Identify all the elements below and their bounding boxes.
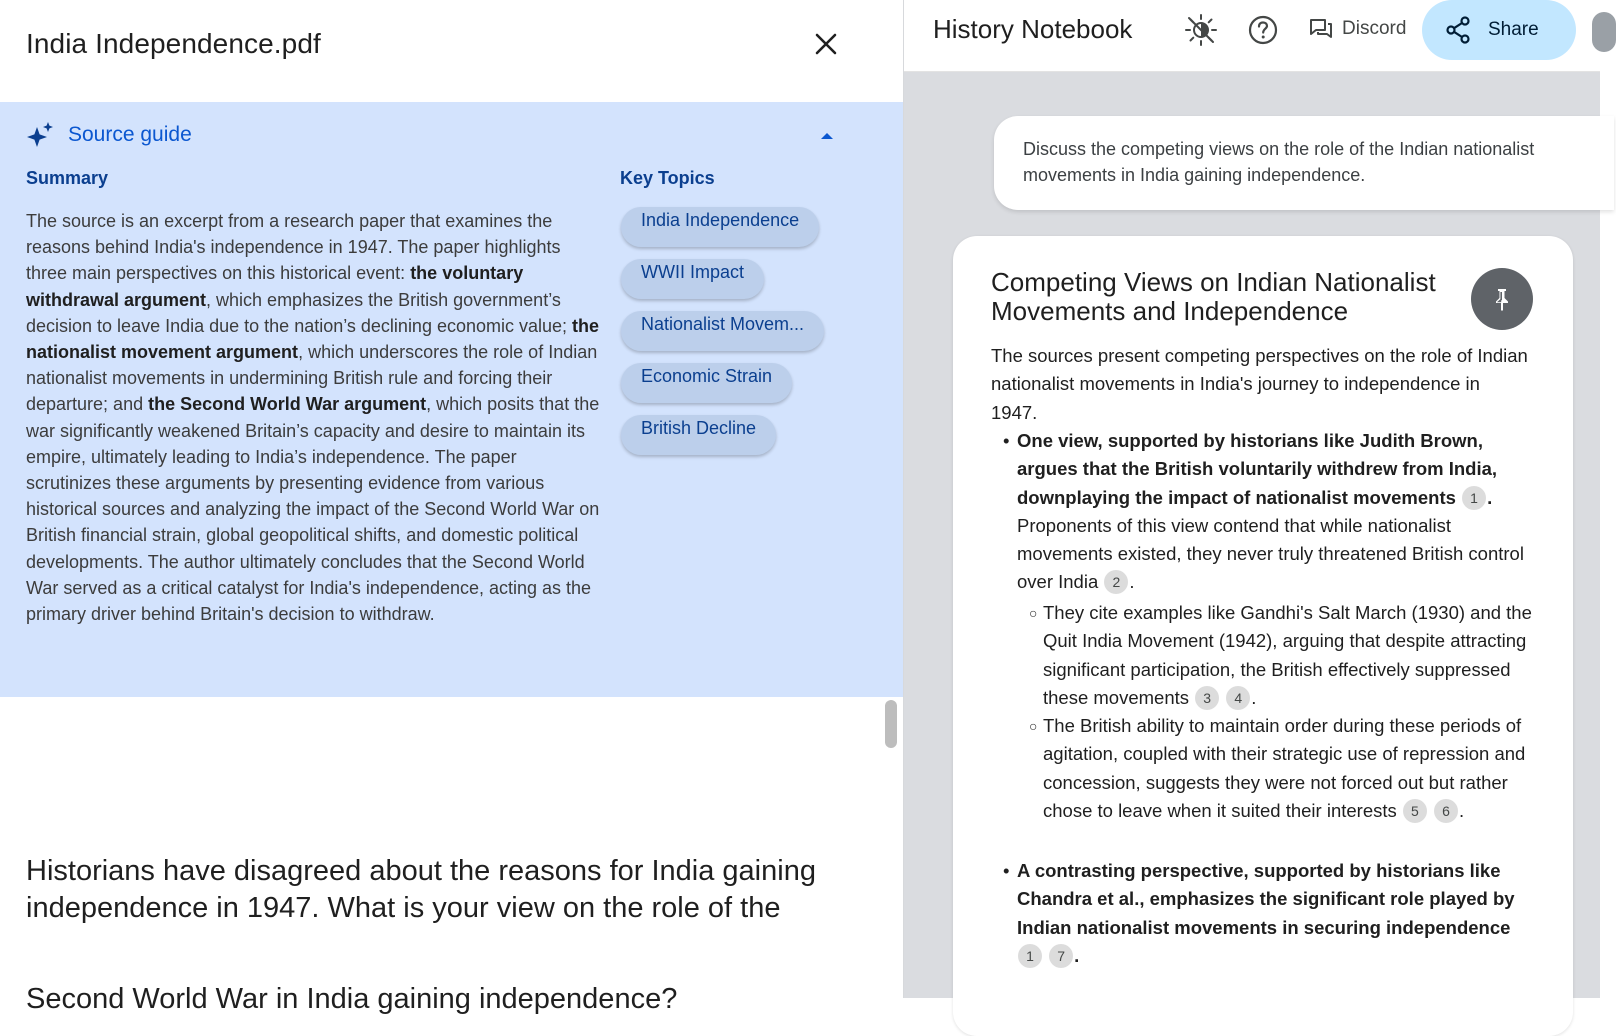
answer-bullet-1: • One view, supported by historians like Judith Brown, argues that the British voluntarily withdrew from India, downplaying the impact of nationalist movements 1 . Proponents of this view contend that while nationalist movements existed, they never truly threatened British control over India 2 . — [1017, 427, 1529, 597]
pin-icon — [1489, 286, 1515, 312]
summary-segment: The source is an excerpt from a research paper that examines the reasons behind India's independence in 1947. The paper highlights three main perspectives on this historical event: — [26, 211, 561, 284]
sparkle-icon — [26, 120, 56, 150]
citation-chip[interactable]: 4 — [1226, 686, 1250, 710]
summary-segment: , which emphasizes the British government’s decision to leave India due to the nation’s declining economic value; — [26, 289, 573, 336]
citation-chip[interactable]: 2 — [1104, 570, 1128, 594]
share-icon — [1444, 16, 1472, 44]
summary-text — [26, 208, 602, 627]
topic-chip-wwii-impact[interactable]: WWII Impact — [621, 259, 764, 299]
theme-toggle-button[interactable] — [1184, 13, 1218, 47]
summary-segment-bold: the nationalist movement argument — [26, 315, 600, 363]
discord-label: Discord — [1342, 18, 1407, 39]
notebook-top-bar — [904, 0, 1600, 72]
answer-sub-bullet-1: ○ They cite examples like Gandhi's Salt March (1930) and the Quit India Movement (1942), arguing that despite attracting significant participation, the British effectively suppressed these movements 3 4 . — [1043, 599, 1533, 712]
caret-up-icon — [812, 126, 842, 146]
summary-segment-bold: the voluntary withdrawal argument — [26, 263, 524, 310]
key-topics-heading: Key Topics — [620, 168, 715, 188]
share-button[interactable] — [1422, 0, 1576, 60]
answer-intro: The sources present competing perspectives on the role of Indian nationalist movements in India's journey to independence in 1947. — [991, 345, 1528, 423]
close-icon — [810, 28, 842, 60]
bullet-2-bold: A contrasting perspective, supported by historians like Chandra et al., emphasizes the significant role played by Indian nationalist movements in securing independence — [1017, 860, 1515, 938]
summary-segment-bold: the Second World War argument — [148, 394, 427, 415]
source-document-text-cont: Second World War in India gaining independence? — [26, 983, 678, 1015]
citation-chip[interactable]: 1 — [1462, 486, 1486, 510]
bullet-1-bold: One view, supported by historians like Judith Brown, argues that the British voluntarily withdrew from India, downplaying the impact of nationalist movements — [1017, 430, 1498, 508]
answer-bullet-2: • A contrasting perspective, supported by historians like Chandra et al., emphasizes the significant role played by Indian nationalist movements in securing independence 1 7 . — [1017, 857, 1529, 970]
summary-heading: Summary — [26, 168, 109, 188]
notebook-panel — [904, 0, 1600, 998]
brightness-icon — [1184, 13, 1218, 47]
topic-chip-economic-strain[interactable]: Economic Strain — [621, 363, 792, 403]
sub-bullet-marker: ○ — [1029, 605, 1038, 621]
sub-bullet-2-text: The British ability to maintain order during these periods of agitation, coupled with their strategic use of repression and concession, suggests they were not forced out but rather chose to leave when it suited their interests — [1043, 715, 1526, 821]
help-icon — [1246, 13, 1280, 47]
bullet-marker: • — [1003, 860, 1010, 881]
source-guide-title[interactable]: Source guide — [68, 123, 192, 146]
user-query-bubble: Discuss the competing views on the role of the Indian nationalist movements in India gaining independence. — [994, 116, 1614, 210]
source-document-text: Historians have disagreed about the reasons for India gaining independence in 1947. What is your view on the role of the — [26, 855, 816, 924]
sub-bullet-1-text: They cite examples like Gandhi's Salt March (1930) and the Quit India Movement (1942), arguing that despite attracting significant participation, the British effectively suppressed these movements — [1043, 602, 1532, 708]
citation-chip[interactable]: 6 — [1434, 799, 1458, 823]
chat-bubbles-icon — [1308, 16, 1334, 42]
bullet-marker: • — [1003, 430, 1010, 451]
pin-note-button[interactable] — [1471, 268, 1533, 330]
answer-title: Competing Views on Indian Nationalist Movements and Independence — [991, 267, 1436, 326]
source-file-title: India Independence.pdf — [26, 28, 321, 59]
bullet-1-text: Proponents of this view contend that while nationalist movements existed, they never truly threatened British control over India — [1017, 514, 1524, 593]
collapse-source-guide-button[interactable] — [812, 126, 842, 146]
topic-chip-british-decline[interactable]: British Decline — [621, 415, 776, 455]
discord-button[interactable] — [1308, 12, 1406, 46]
source-scrollbar[interactable] — [885, 700, 897, 748]
source-header — [0, 0, 903, 102]
citation-chip[interactable]: 5 — [1403, 799, 1427, 823]
close-source-button[interactable] — [810, 28, 842, 60]
answer-sub-bullet-2: ○ The British ability to maintain order during these periods of agitation, coupled with their strategic use of repression and concession, suggests they were not forced out but rather chose to leave when it suited their interests 5 6 . — [1043, 712, 1533, 825]
topic-chip-nationalist-movements[interactable]: Nationalist Movem... — [621, 311, 824, 351]
citation-chip[interactable]: 7 — [1049, 944, 1073, 968]
notebook-title[interactable]: History Notebook — [933, 14, 1133, 44]
share-label: Share — [1488, 19, 1539, 40]
answer-card — [953, 236, 1573, 1036]
citation-chip[interactable]: 3 — [1195, 686, 1219, 710]
source-guide-section — [0, 102, 903, 697]
sub-bullet-marker: ○ — [1029, 718, 1038, 734]
topic-chip-india-independence[interactable]: India Independence — [621, 207, 819, 247]
summary-segment: , which posits that the war significantly weakened Britain’s capacity and desire to maintain its empire, ultimately leading to India’s independence. The paper scrutinizes these arguments by presenting evidence from various historical sources and analyzing the impact of the Second World War on British financial strain, global geopolitical shifts, and domestic political developments. The author ultimately concludes that the Second World War served as a critical catalyst for India's independence, acting as the primary driver behind Britain's decision to withdraw. — [26, 394, 600, 625]
avatar[interactable] — [1592, 12, 1616, 52]
summary-segment: , which underscores the role of Indian nationalist movements in undermining British rule and forcing their departure; and — [26, 342, 598, 415]
citation-chip[interactable]: 1 — [1018, 944, 1042, 968]
help-button[interactable] — [1246, 13, 1280, 47]
